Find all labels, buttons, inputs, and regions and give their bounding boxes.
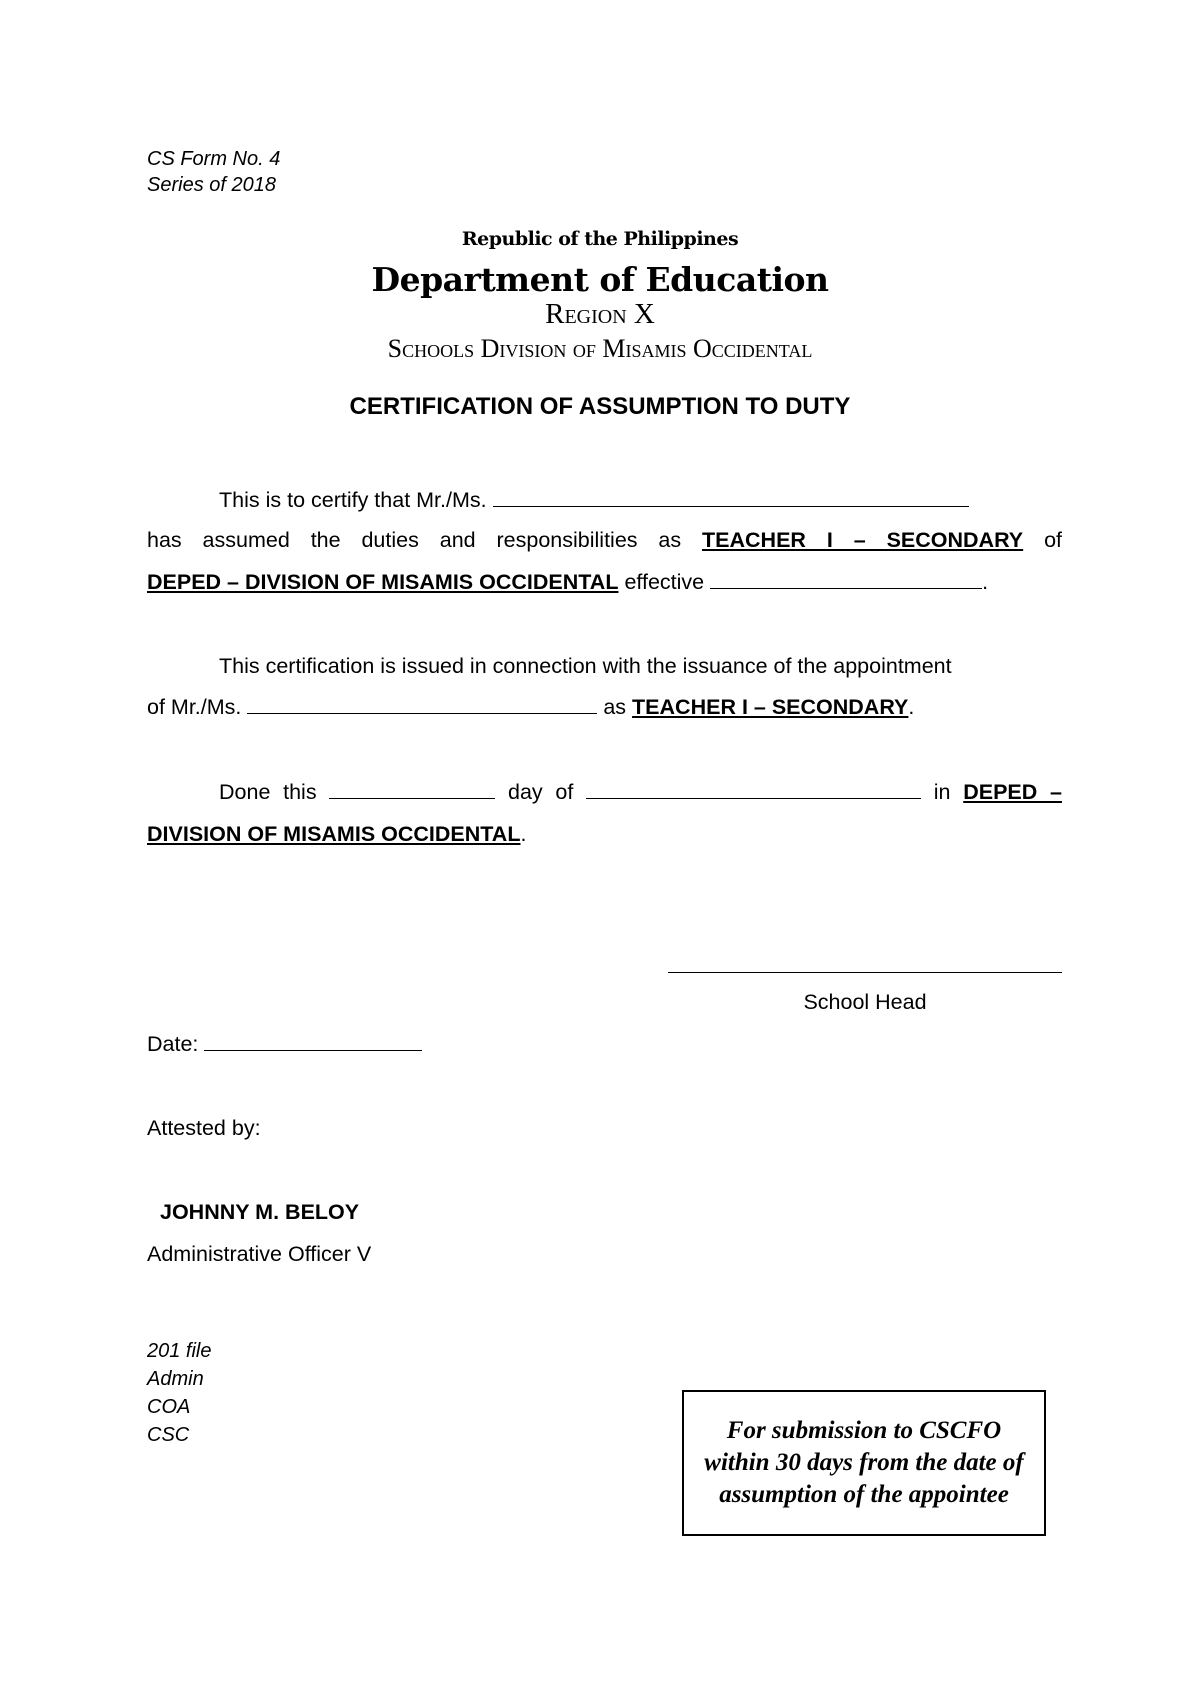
distribution-item: 201 file — [147, 1340, 212, 1362]
office-text: DEPED – DIVISION OF MISAMIS OCCIDENTAL — [147, 570, 619, 594]
office-line — [147, 570, 988, 595]
region-heading: Region X — [545, 298, 655, 330]
place-text-2: DIVISION OF MISAMIS OCCIDENTAL — [147, 822, 521, 846]
day-blank[interactable] — [329, 780, 495, 799]
form-number: CS Form No. 4 — [147, 148, 281, 170]
issuance-line: This certification is issued in connection with the issuance of the appointment — [219, 654, 952, 678]
done-line — [219, 780, 1062, 805]
as-text: as — [603, 695, 627, 719]
certify-text: This is to certify that Mr./Ms. — [219, 488, 487, 512]
duties-text: has assumed the duties and responsibilities as — [147, 528, 682, 552]
in-text: in — [933, 780, 951, 804]
name-blank-1[interactable] — [493, 488, 969, 507]
submission-note-box — [682, 1390, 1046, 1536]
attested-label: Attested by: — [147, 1116, 261, 1140]
submission-note-text: For submission to CSCFO within 30 days from the date of assumption of the appointee — [704, 1417, 1024, 1508]
period-2: . — [908, 695, 915, 719]
form-series: Series of 2018 — [147, 174, 276, 196]
effective-date-blank[interactable] — [710, 570, 982, 589]
date-label: Date: — [147, 1032, 199, 1056]
month-blank[interactable] — [586, 780, 921, 799]
attester-name: JOHNNY M. BELOY — [160, 1200, 360, 1224]
distribution-item: Admin — [147, 1368, 204, 1390]
date-line — [147, 1032, 422, 1057]
certify-line — [219, 488, 969, 513]
attester-title: Administrative Officer V — [147, 1242, 372, 1266]
distribution-item: COA — [147, 1396, 191, 1418]
duties-line — [147, 528, 1062, 553]
effective-text: effective — [624, 570, 705, 594]
of-text: of — [1044, 528, 1062, 552]
date-blank[interactable] — [204, 1032, 422, 1051]
appointee-line — [147, 695, 914, 720]
done-this-text: Done this — [219, 780, 317, 804]
signature-line[interactable] — [668, 972, 1062, 973]
place-text-1: DEPED – — [963, 780, 1062, 804]
school-head-label: School Head — [803, 990, 927, 1014]
period-3: . — [520, 822, 527, 846]
day-of-text: day of — [508, 780, 574, 804]
department-heading: Department of Education — [371, 260, 829, 299]
position-text-1: TEACHER I – SECONDARY — [702, 528, 1024, 552]
document-title: CERTIFICATION OF ASSUMPTION TO DUTY — [349, 393, 851, 420]
republic-heading: Republic of the Philippines — [461, 228, 739, 250]
of-mrms-text: of Mr./Ms. — [147, 695, 242, 719]
division-heading: Schools Division of Misamis Occidental — [387, 334, 813, 363]
distribution-item: CSC — [147, 1424, 190, 1446]
position-text-2: TEACHER I – SECONDARY — [632, 695, 909, 719]
name-blank-2[interactable] — [247, 695, 597, 714]
period-1: . — [982, 570, 989, 594]
place-line — [147, 822, 526, 847]
